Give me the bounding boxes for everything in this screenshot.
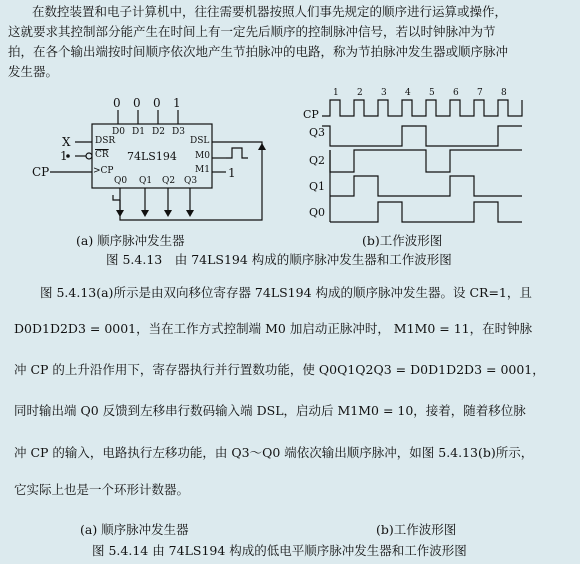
signal-q2-label: Q2: [309, 154, 326, 167]
wave-q0: [330, 202, 522, 222]
data-input-3: 1: [173, 96, 181, 110]
clock-num-8: 8: [501, 88, 507, 98]
body-line-6: 它实际上也是一个环形计数器。: [14, 482, 190, 497]
data-input-2: 0: [153, 96, 161, 110]
wave-cp: [322, 100, 522, 116]
pin-m0: M0: [195, 151, 210, 161]
body-line-5: 冲 CP 的输入，电路执行左移功能，由 Q3～Q0 端依次输出顺序脉冲，如图 5.4.13(b)所示，: [14, 445, 534, 460]
input-x-label: X: [62, 135, 71, 149]
clock-num-2: 2: [357, 88, 363, 98]
input-m1-label: 1: [228, 166, 236, 180]
clock-num-7: 7: [477, 88, 483, 98]
pin-m1: M1: [195, 165, 210, 175]
signal-q0-label: Q0: [309, 206, 326, 219]
pin-q3: Q3: [184, 176, 198, 186]
pin-q0: Q0: [114, 176, 128, 186]
pin-q1: Q1: [139, 176, 153, 186]
body-line-2: D0D1D2D3 = 0001，当在工作方式控制端 M0 加启动正脉冲时， M1M0 = 11，在时钟脉: [14, 321, 533, 336]
wave-q1: [330, 176, 522, 196]
clock-num-3: 3: [381, 88, 387, 98]
clock-num-1: 1: [333, 88, 339, 98]
intro-line-1: 在数控装置和电子计算机中，往往需要机器按照人们事先规定的顺序进行运算或操作，: [32, 4, 508, 19]
signal-q1-label: Q1: [309, 180, 326, 193]
pin-cp: >CP: [93, 166, 114, 176]
body-line-3: 冲 CP 的上升沿作用下，寄存器执行并行置数功能，使 Q0Q1Q2Q3 = D0D1D2D3 = 0001，: [14, 362, 545, 377]
body-line-1: 图 5.4.13(a)所示是由双向移位寄存器 74LS194 构成的顺序脉冲发生器。设 CR=1，且: [40, 285, 532, 300]
waveform-diagram: [322, 100, 522, 222]
clock-num-5: 5: [429, 88, 435, 98]
pin-q2: Q2: [162, 176, 176, 186]
pin-d3: D3: [172, 127, 185, 137]
signal-q3-label: Q3: [309, 126, 326, 139]
fig1-caption-b: (b)工作波形图: [362, 233, 443, 248]
fig1-caption-a: (a) 顺序脉冲发生器: [76, 233, 185, 248]
pin-d0: D0: [112, 127, 125, 137]
input-cp-label: CP: [32, 165, 50, 179]
fig2-caption-b: (b)工作波形图: [376, 522, 457, 537]
pin-d1: D1: [132, 127, 145, 137]
fig2-title: 图 5.4.14 由 74LS194 构成的低电平顺序脉冲发生器和工作波形图: [92, 543, 467, 558]
pin-dsl: DSL: [190, 136, 210, 146]
pin-cr: $\overline{CR}$: [95, 150, 109, 160]
wave-q2: [330, 150, 522, 172]
clock-num-6: 6: [453, 88, 459, 98]
input-1-label: 1: [60, 149, 68, 163]
wave-q3: [322, 126, 522, 146]
pin-dsr: DSR: [95, 136, 116, 146]
signal-cp-label: CP: [303, 108, 319, 121]
pin-d2: D2: [152, 127, 165, 137]
fig2-caption-a: (a) 顺序脉冲发生器: [80, 522, 189, 537]
intro-line-2: 这就要求其控制部分能产生在时间上有一定先后顺序的控制脉冲信号，若以时钟脉冲为节: [8, 24, 496, 39]
data-input-0: 0: [113, 96, 121, 110]
intro-line-4: 发生器。: [8, 64, 59, 79]
data-input-1: 0: [133, 96, 141, 110]
fig1-title: 图 5.4.13 由 74LS194 构成的顺序脉冲发生器和工作波形图: [106, 252, 452, 267]
chip-label: 74LS194: [127, 150, 177, 163]
body-line-4: 同时输出端 Q0 反馈到左移串行数码输入端 DSL，启动后 M1M0 = 10，接着，随着移位脉: [14, 403, 526, 418]
intro-line-3: 拍，在各个输出端按时间顺序依次地产生节拍脉冲的电路，称为节拍脉冲发生器或顺序脉冲: [8, 44, 509, 59]
clock-num-4: 4: [405, 88, 411, 98]
